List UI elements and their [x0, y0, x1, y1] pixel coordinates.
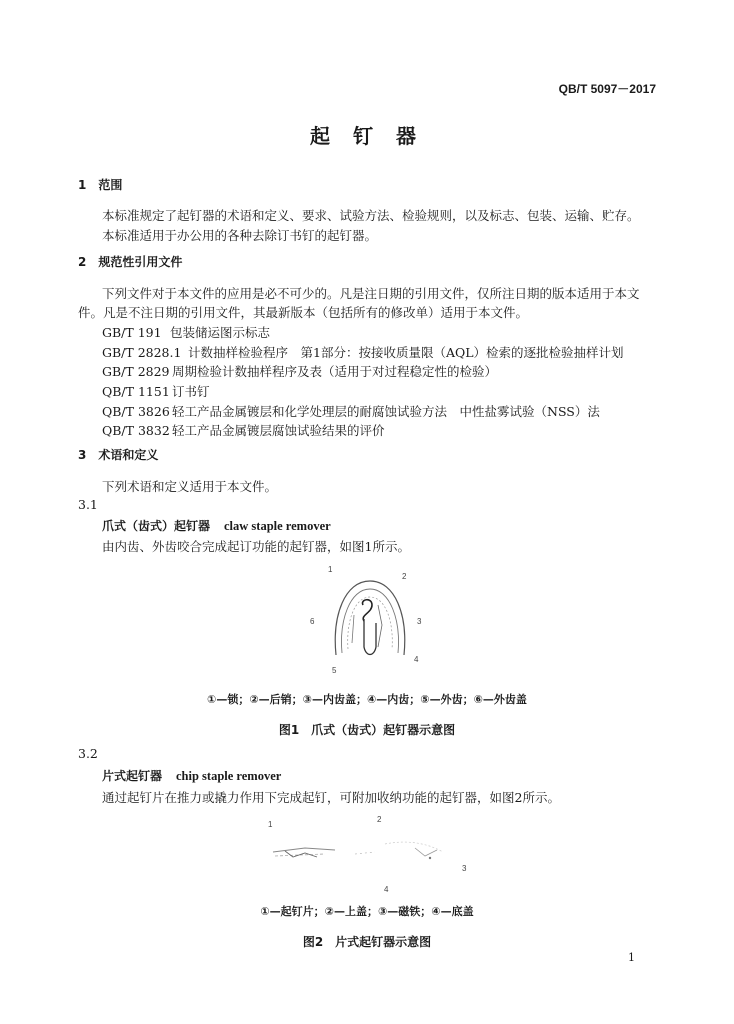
term-2-name — [102, 767, 281, 784]
section-2-paragraph-line-2: 件。凡是不注日期的引用文件，其最新版本（包括所有的修改单）适用于本文件。 — [78, 305, 529, 320]
term-2-definition: 通过起钉片在推力或撬力作用下完成起钉，可附加收纳功能的起钉器，如图2所示。 — [102, 790, 560, 805]
page-number: 1 — [628, 951, 635, 964]
term-2-name-en: chip staple remover — [176, 769, 282, 783]
term-2-name-cn: 片式起钉器 — [102, 769, 163, 783]
figure-1-label: 2 — [402, 572, 407, 581]
reference-item — [102, 323, 270, 341]
term-1-name — [102, 517, 331, 534]
term-1-number: 3.1 — [78, 497, 98, 512]
figure-1-label: 3 — [417, 617, 422, 626]
reference-item — [102, 402, 600, 420]
reference-code: GB/T 191 — [102, 325, 162, 340]
reference-code: QB/T 3832 — [102, 423, 170, 438]
reference-item — [102, 421, 385, 439]
term-1-definition: 由内齿、外齿咬合完成起订功能的起钉器，如图1所示。 — [102, 539, 410, 554]
figure-2-label: 2 — [377, 815, 382, 824]
figure-2-label: 1 — [268, 820, 273, 829]
reference-title: 订书钉 — [172, 384, 210, 399]
reference-code: GB/T 2828.1 — [102, 345, 182, 360]
term-1-name-cn: 爪式（齿式）起钉器 — [102, 519, 211, 533]
section-1-heading: 1 范围 — [78, 178, 123, 192]
standard-code: QB/T 5097－2017 — [558, 82, 656, 96]
figure-1-legend: ①—锁；②—后销；③—内齿盖；④—内齿；⑤—外齿；⑥—外齿盖 — [207, 693, 527, 706]
reference-title: 轻工产品金属镀层腐蚀试验结果的评价 — [172, 423, 385, 438]
claw-staple-remover-figure — [330, 575, 410, 670]
reference-title: 周期检验计数抽样程序及表（适用于对过程稳定性的检验） — [172, 364, 498, 379]
reference-code: QB/T 1151 — [102, 384, 170, 399]
section-1-paragraph-2: 本标准适用于办公用的各种去除订书钉的起钉器。 — [102, 228, 378, 243]
reference-title: 轻工产品金属镀层和化学处理层的耐腐蚀试验方法 中性盐雾试验（NSS）法 — [172, 404, 600, 419]
section-1-paragraph-1: 本标准规定了起钉器的术语和定义、要求、试验方法、检验规则，以及标志、包装、运输、贮存。 — [102, 208, 640, 223]
term-2-number: 3.2 — [78, 746, 98, 761]
figure-2-label: 3 — [462, 864, 467, 873]
figure-2-caption: 图2 片式起钉器示意图 — [302, 935, 432, 949]
reference-item — [102, 362, 497, 380]
figure-2-legend: ①—起钉片；②—上盖；③—磁铁；④—底盖 — [260, 905, 474, 918]
figure-2-label: 4 — [384, 885, 389, 894]
reference-code: QB/T 3826 — [102, 404, 170, 419]
section-2-paragraph-line-1: 下列文件对于本文件的应用是必不可少的。凡是注日期的引用文件，仅所注日期的版本适用于本文 — [102, 286, 640, 301]
figure-1-caption: 图1 爪式（齿式）起钉器示意图 — [278, 723, 456, 737]
figure-1-label: 5 — [332, 666, 337, 675]
reference-title: 包装储运图示标志 — [170, 325, 271, 340]
page-title: 起 钉 器 — [310, 124, 424, 148]
reference-code: GB/T 2829 — [102, 364, 170, 379]
reference-title: 计数抽样检验程序 第1部分：按接收质量限（AQL）检索的逐批检验抽样计划 — [188, 345, 624, 360]
figure-1-label: 1 — [328, 565, 333, 574]
section-2-heading: 2 规范性引用文件 — [78, 255, 183, 269]
figure-1-label: 4 — [414, 655, 419, 664]
reference-item — [102, 382, 210, 400]
chip-staple-remover-figure — [265, 830, 465, 875]
figure-1-label: 6 — [310, 617, 315, 626]
term-1-name-en: claw staple remover — [224, 519, 331, 533]
reference-item — [102, 343, 624, 361]
section-3-heading: 3 术语和定义 — [78, 448, 159, 462]
section-3-intro: 下列术语和定义适用于本文件。 — [102, 479, 278, 494]
